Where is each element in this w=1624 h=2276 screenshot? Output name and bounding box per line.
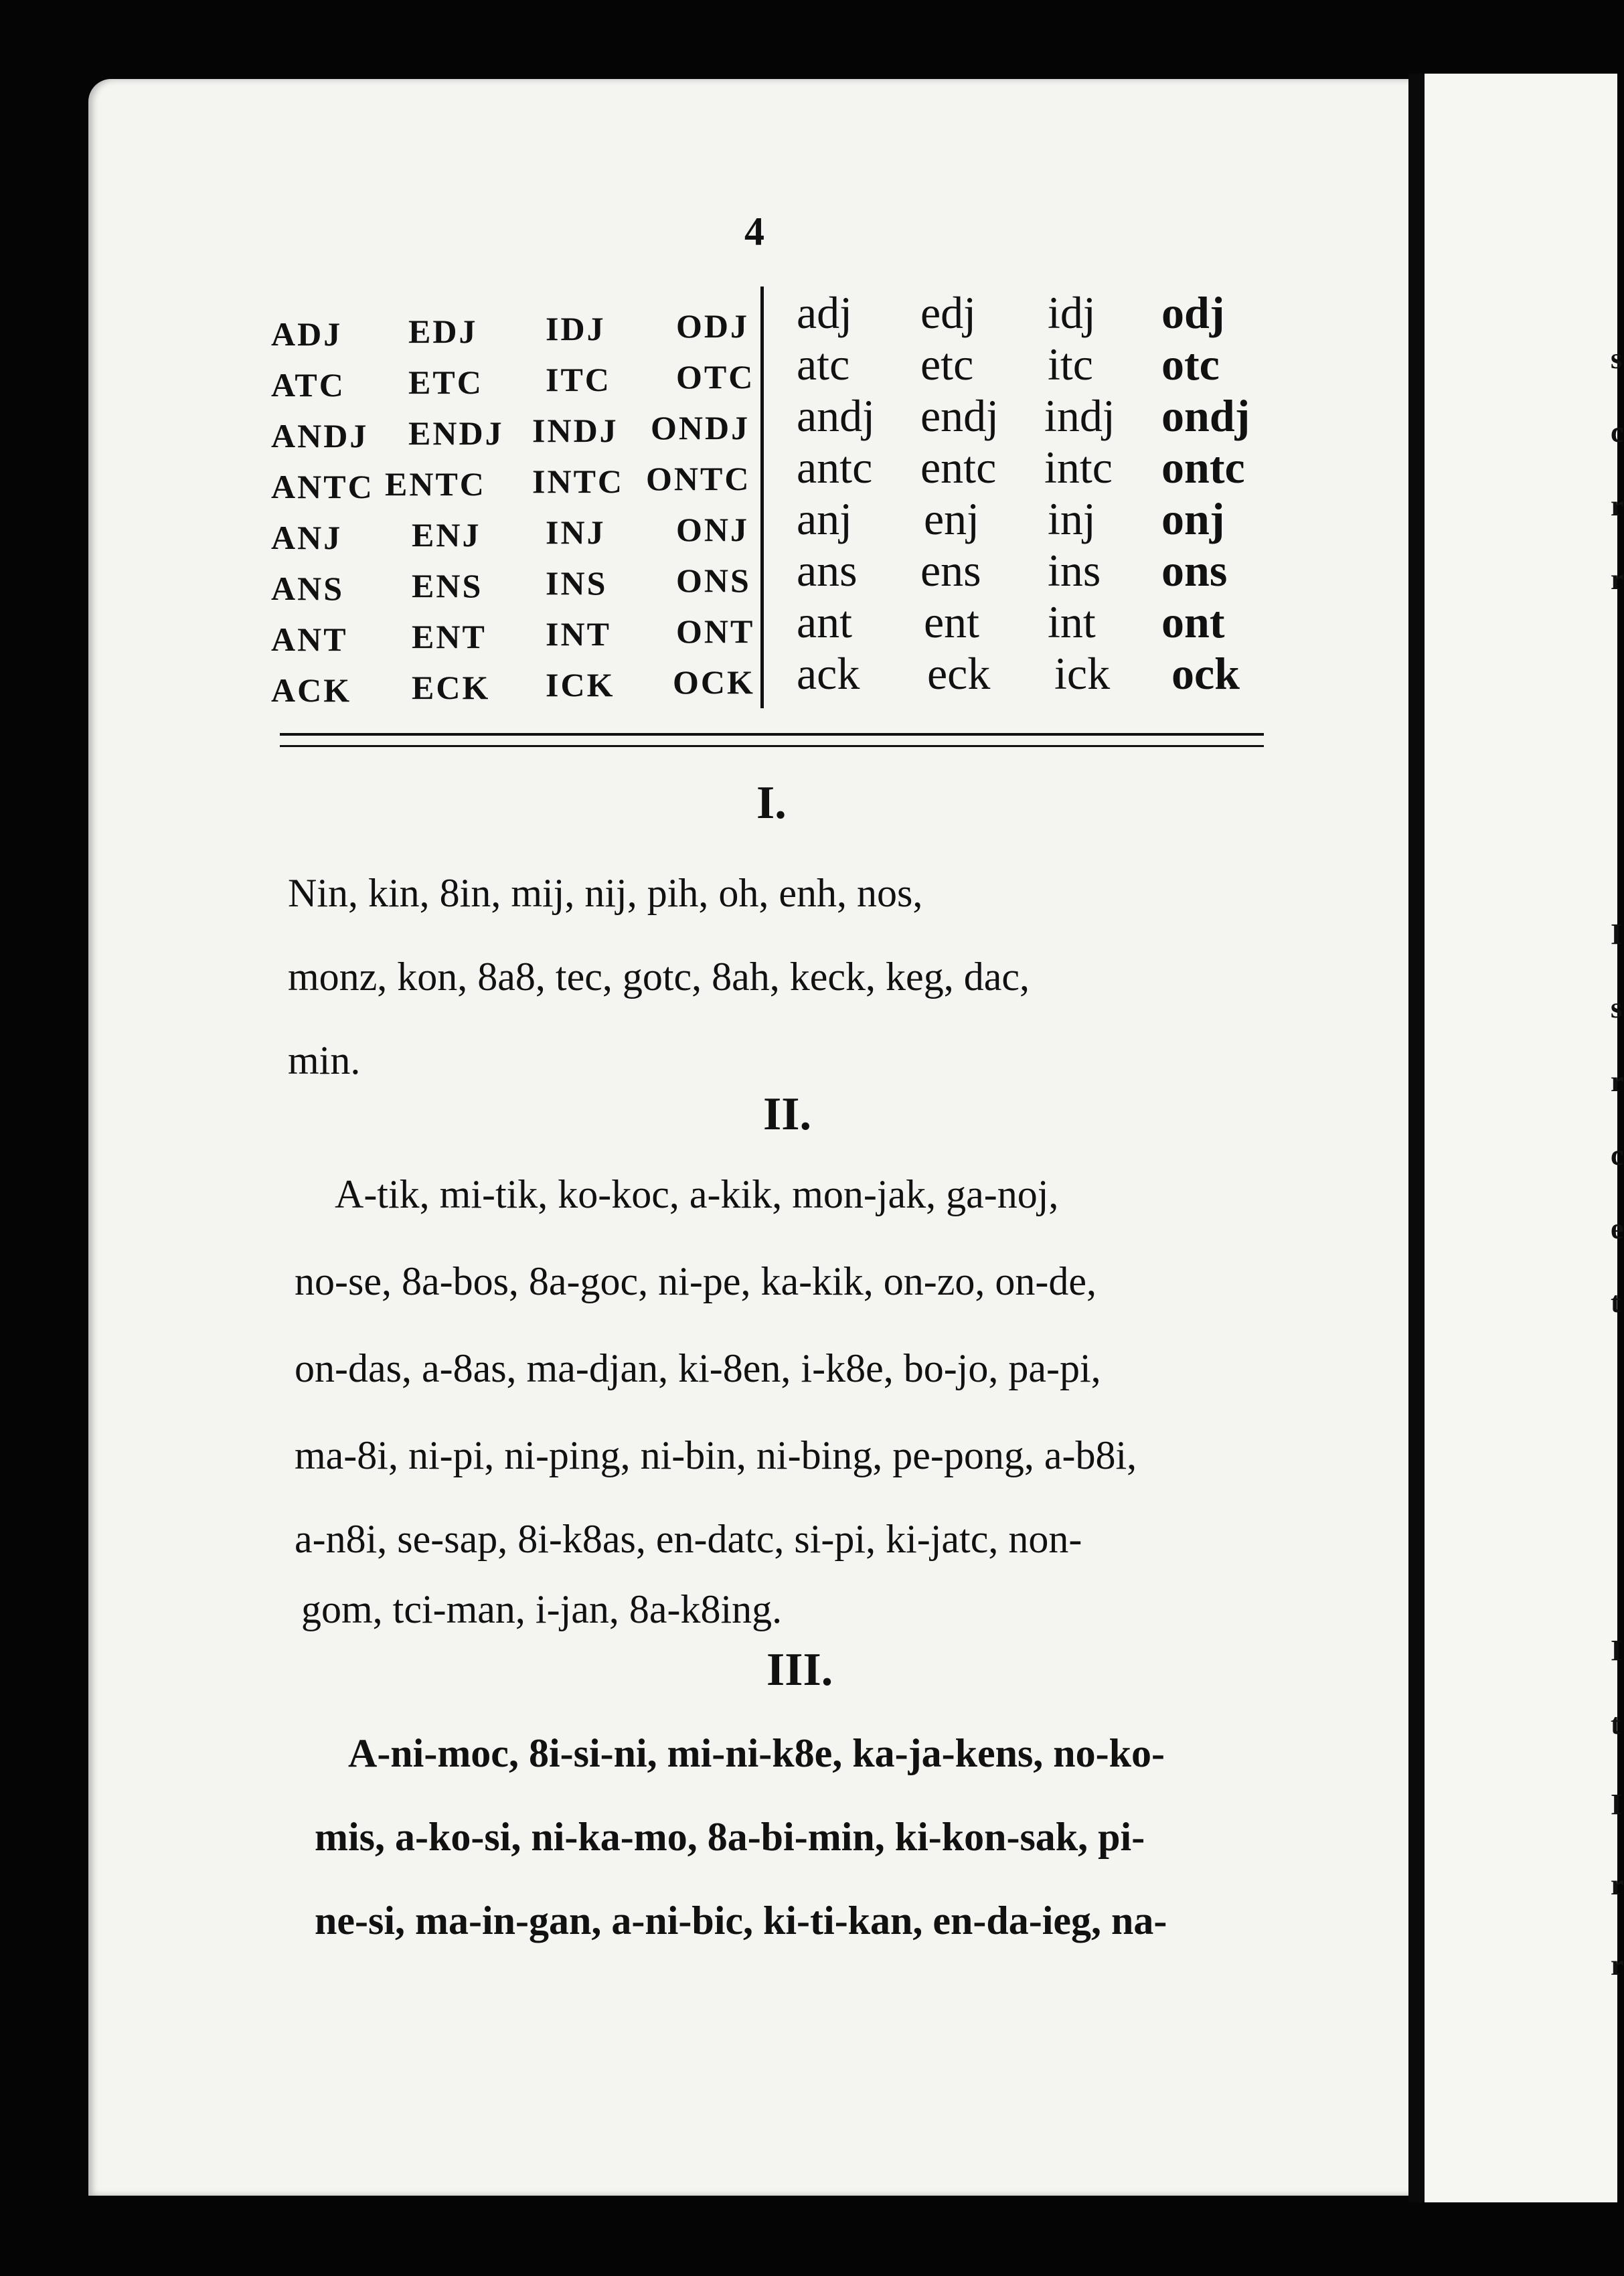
page-number: 4 (744, 210, 764, 254)
table-cell: andj (797, 390, 876, 441)
facing-page-fragment: s (1611, 991, 1623, 1024)
facing-page-fragment: c (1611, 1139, 1624, 1171)
table-cell: itc (1048, 339, 1093, 390)
reading-line (295, 1516, 1299, 1562)
line-text: Nin, kin, 8in, mij, nij, pih, oh, enh, nos, (288, 871, 923, 915)
section-numeral-1: I. (756, 777, 787, 829)
table-cell: ATC (271, 366, 345, 404)
table-cell: ANT (271, 621, 348, 658)
line-text: mis, a-ko-si, ni-ka-mo, 8a-bi-min, ki-kon-sak, pi- (315, 1815, 1145, 1859)
table-cell: eck (927, 648, 991, 699)
table-cell: ONT (676, 613, 755, 650)
reading-line (301, 1587, 1305, 1633)
table-cell: IDJ (546, 310, 606, 347)
facing-page-fragment: e (1611, 1212, 1624, 1245)
table-cell: ONS (676, 562, 751, 599)
table-cell: indj (1044, 390, 1115, 441)
table-cell: int (1048, 596, 1096, 647)
facing-page-fragment: r (1611, 1949, 1624, 1981)
line-text: ma-8i, ni-pi, ni-ping, ni-bin, ni-bing, pe-pong, a-b8i, (295, 1433, 1137, 1477)
reading-line (288, 954, 1292, 1000)
table-cell: ADJ (271, 315, 343, 353)
table-cell: inj (1048, 493, 1096, 544)
table-cell: ECK (412, 669, 491, 706)
reading-line (295, 1433, 1299, 1479)
reading-line (288, 870, 1265, 916)
table-cell: ONJ (676, 511, 749, 548)
table-cell: ACK (271, 671, 352, 709)
line-text: no-se, 8a-bos, 8a-goc, ni-pe, ka-kik, on-zo, on-de, (295, 1259, 1097, 1303)
table-cell: ONDJ (651, 409, 750, 446)
reading-line (348, 1730, 1352, 1777)
table-cell: ons (1161, 545, 1228, 596)
table-cell: ack (797, 648, 860, 699)
section-rule (280, 745, 1264, 747)
table-cell: ontc (1161, 442, 1245, 493)
reading-line (315, 1814, 1319, 1860)
table-cell: INS (546, 564, 608, 602)
table-cell: ens (920, 545, 981, 596)
table-cell: ETC (408, 363, 483, 401)
facing-page-fragment: t (1611, 1286, 1621, 1319)
table-cell: ondj (1161, 390, 1250, 441)
table-cell: EDJ (408, 313, 478, 350)
table-cell: OCK (673, 663, 755, 701)
table-cell: otc (1161, 339, 1220, 390)
line-text: a-n8i, se-sap, 8i-k8as, en-datc, si-pi, ki-jatc, non- (295, 1517, 1082, 1561)
table-cell: ANJ (271, 519, 343, 556)
table-cell: ENJ (412, 516, 481, 554)
table-cell: anj (797, 493, 853, 544)
table-cell: ant (797, 596, 853, 647)
table-cell: ANS (271, 570, 345, 607)
table-cell: ITC (546, 361, 611, 398)
line-text: min. (288, 1038, 361, 1082)
table-cell: onj (1161, 493, 1225, 544)
table-cell: etc (920, 339, 974, 390)
table-cell: idj (1048, 287, 1096, 338)
facing-page-fragment: t (1611, 1708, 1621, 1740)
table-cell: ODJ (676, 307, 749, 345)
table-cell: endj (920, 390, 999, 441)
facing-page-fragment: I (1611, 918, 1623, 951)
table-cell: antc (797, 442, 873, 493)
section-numeral-3: III. (766, 1644, 833, 1696)
table-cell: atc (797, 339, 850, 390)
table-cell: entc (920, 442, 997, 493)
section-numeral-2: II. (763, 1088, 811, 1140)
facing-page-fragment: I (1611, 1788, 1623, 1821)
table-cell: ins (1048, 545, 1101, 596)
table-cell: ICK (546, 666, 615, 704)
table-cell: ENTC (385, 465, 486, 503)
table-cell: INDJ (532, 412, 619, 449)
facing-page-fragment: r (1611, 489, 1624, 522)
table-cell: INT (546, 615, 611, 653)
table-cell: OTC (676, 358, 755, 396)
line-text: A-ni-moc, 8i-si-ni, mi-ni-k8e, ka-ja-kens, no-ko- (348, 1731, 1165, 1775)
table-cell: ick (1054, 648, 1111, 699)
table-cell: ENDJ (408, 414, 504, 452)
line-text: A-tik, mi-tik, ko-koc, a-kik, mon-jak, ga-noj, (335, 1172, 1059, 1216)
facing-page-fragment: r (1611, 1065, 1624, 1098)
table-cell: ANTC (271, 468, 374, 505)
reading-line (315, 1898, 1319, 1944)
line-text: monz, kon, 8a8, tec, gotc, 8ah, keck, keg, dac, (288, 955, 1030, 999)
table-cell: ENT (412, 618, 487, 655)
table-cell: INTC (532, 463, 625, 500)
table-cell: ont (1161, 596, 1225, 647)
book-gutter (1408, 74, 1423, 2202)
facing-page-fragment: s (1611, 342, 1623, 375)
table-cell: intc (1044, 442, 1113, 493)
table-cell: ANDJ (271, 417, 369, 455)
table-cell: ent (924, 596, 980, 647)
line-text: on-das, a-8as, ma-djan, ki-8en, i-k8e, bo-jo, pa-pi, (295, 1346, 1101, 1390)
line-text: ne-si, ma-in-gan, a-ni-bic, ki-ti-kan, en-da-ieg, na- (315, 1898, 1167, 1943)
table-cell: ock (1171, 648, 1240, 699)
facing-page-fragment: r (1611, 1868, 1624, 1901)
facing-page-fragment: c (1611, 416, 1624, 449)
reading-line (335, 1171, 1339, 1218)
reading-line (288, 1038, 1292, 1084)
facing-page-fragment: I (1611, 1634, 1623, 1667)
table-cell: INJ (546, 513, 606, 551)
section-rule (280, 733, 1264, 736)
reading-line (295, 1258, 1299, 1305)
table-cell: edj (920, 287, 977, 338)
table-cell: ans (797, 545, 858, 596)
table-cell: adj (797, 287, 853, 338)
facing-page-edge (1425, 74, 1624, 2202)
reading-line (295, 1346, 1299, 1392)
table-cell: ENS (412, 567, 483, 604)
facing-page-fragment: r (1611, 563, 1624, 596)
line-text: gom, tci-man, i-jan, 8a-k8ing. (301, 1587, 783, 1631)
table-cell: enj (924, 493, 980, 544)
table-cell: ONTC (646, 460, 751, 497)
table-cell: odj (1161, 287, 1225, 338)
table-column-divider (760, 287, 764, 708)
